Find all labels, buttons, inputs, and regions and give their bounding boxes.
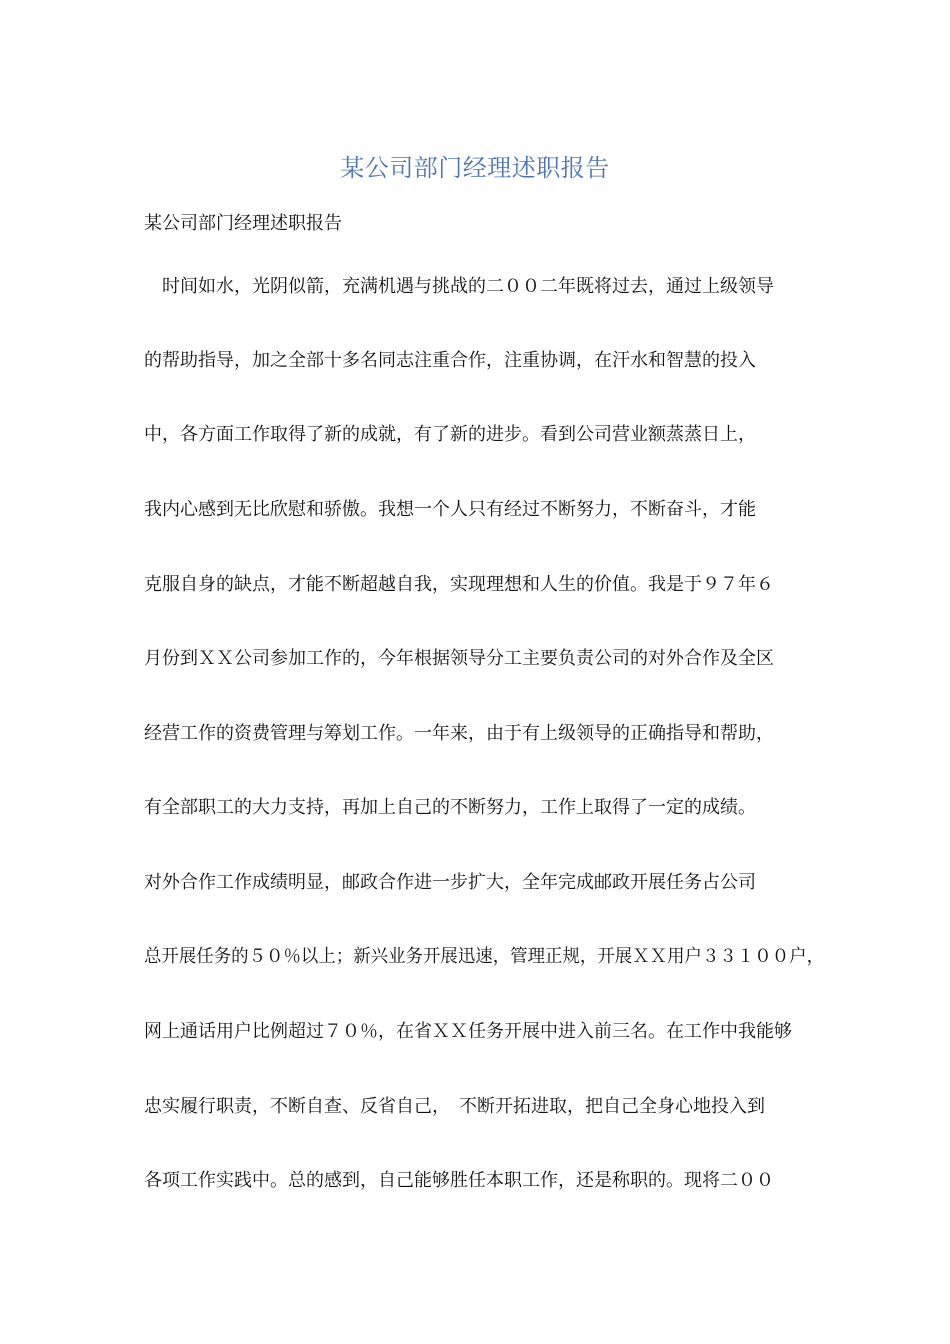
body-line: 克服自身的缺点，才能不断超越自我，实现理想和人生的价值。我是于９７年６ (144, 574, 774, 595)
body-line: 忠实履行职责，不断自查、反省自己， 不断开拓进取，把自己全身心地投入到 (144, 1096, 765, 1117)
body-line: 时间如水，光阴似箭，充满机遇与挑战的二００二年既将过去，通过上级领导 (144, 276, 774, 297)
body-line: 各项工作实践中。总的感到，自己能够胜任本职工作，还是称职的。现将二００ (144, 1170, 774, 1191)
body-line: 对外合作工作成绩明显，邮政合作进一步扩大，全年完成邮政开展任务占公司 (144, 872, 756, 893)
body-line: 我内心感到无比欣慰和骄傲。我想一个人只有经过不断努力，不断奋斗，才能 (144, 499, 756, 520)
document-subtitle: 某公司部门经理述职报告 (144, 213, 342, 234)
body-line: 中，各方面工作取得了新的成就，有了新的进步。看到公司营业额蒸蒸日上， (144, 424, 756, 445)
body-line: 的帮助指导，加之全部十多名同志注重合作，注重协调，在汗水和智慧的投入 (144, 350, 756, 371)
body-line: 经营工作的资费管理与筹划工作。一年来，由于有上级领导的正确指导和帮助， (144, 723, 774, 744)
body-line: 总开展任务的５０％以上；新兴业务开展迅速，管理正规，开展ＸＸ用户３３１００户， (144, 946, 825, 967)
body-line: 网上通话用户比例超过７０％，在省ＸＸ任务开展中进入前三名。在工作中我能够 (144, 1021, 792, 1042)
body-line: 月份到ＸＸ公司参加工作的，今年根据领导分工主要负责公司的对外合作及全区 (144, 648, 774, 669)
document-title: 某公司部门经理述职报告 (340, 154, 610, 182)
body-line: 有全部职工的大力支持，再加上自己的不断努力，工作上取得了一定的成绩。 (144, 797, 756, 818)
